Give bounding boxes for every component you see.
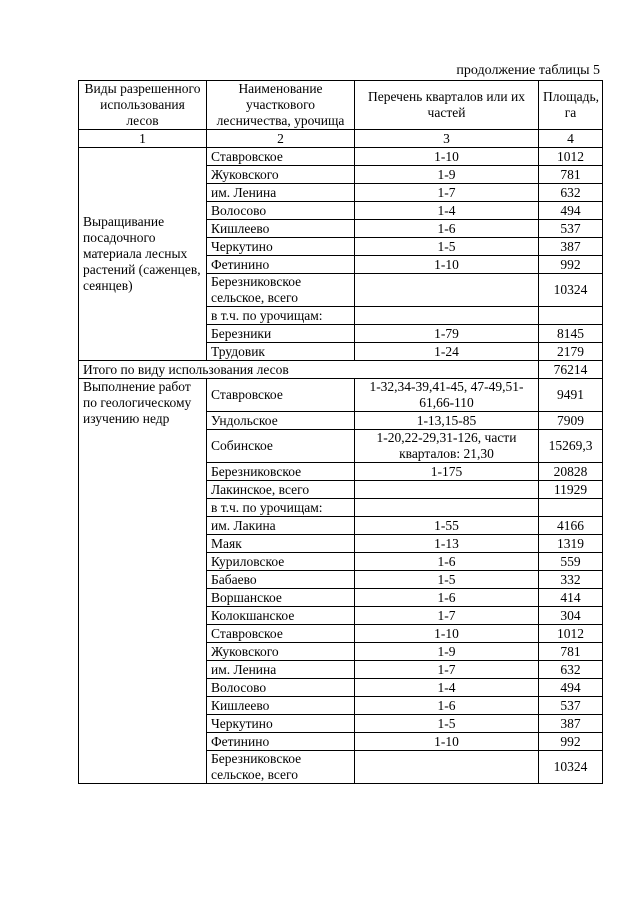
forestry-name: Жуковского [207, 643, 355, 661]
forestry-name: Кишлеево [207, 220, 355, 238]
forestry-name: Волосово [207, 202, 355, 220]
blocks: 1-4 [355, 202, 539, 220]
header-use-type: Виды разрешенного использования лесов [79, 81, 207, 130]
area: 1012 [539, 148, 603, 166]
area: 20828 [539, 463, 603, 481]
area: 332 [539, 571, 603, 589]
column-number: 4 [539, 130, 603, 148]
area: 781 [539, 643, 603, 661]
blocks: 1-10 [355, 148, 539, 166]
forestry-name: Березниковское сельское, всего [207, 751, 355, 784]
header-area: Площадь, га [539, 81, 603, 130]
blocks: 1-9 [355, 643, 539, 661]
section2-category: Выполнение работ по геологическому изучению недр [79, 379, 207, 784]
forestry-name: Ставровское [207, 379, 355, 412]
total-row [79, 361, 603, 379]
blocks: 1-24 [355, 343, 539, 361]
area: 1012 [539, 625, 603, 643]
blocks: 1-10 [355, 625, 539, 643]
area: 11929 [539, 481, 603, 499]
column-number: 1 [79, 130, 207, 148]
area: 632 [539, 661, 603, 679]
total-label: Итого по виду использования лесов [79, 361, 539, 379]
forestry-name: Черкутино [207, 238, 355, 256]
forestry-name: Фетинино [207, 256, 355, 274]
forestry-name: им. Ленина [207, 661, 355, 679]
forestry-name: Ставровское [207, 148, 355, 166]
table-caption: продолжение таблицы 5 [456, 63, 600, 78]
area [539, 307, 603, 325]
area: 10324 [539, 751, 603, 784]
area: 632 [539, 184, 603, 202]
area: 992 [539, 733, 603, 751]
blocks: 1-7 [355, 184, 539, 202]
area: 387 [539, 238, 603, 256]
forestry-name: Собинское [207, 430, 355, 463]
area [539, 499, 603, 517]
blocks [355, 274, 539, 307]
forest-use-table [78, 80, 603, 784]
blocks: 1-10 [355, 733, 539, 751]
blocks [355, 481, 539, 499]
blocks: 1-7 [355, 661, 539, 679]
area: 2179 [539, 343, 603, 361]
area: 559 [539, 553, 603, 571]
forestry-name: Колокшанское [207, 607, 355, 625]
blocks: 1-79 [355, 325, 539, 343]
forestry-name: Березниковское [207, 463, 355, 481]
forestry-name: Трудовик [207, 343, 355, 361]
area: 494 [539, 202, 603, 220]
blocks: 1-5 [355, 238, 539, 256]
area: 7909 [539, 412, 603, 430]
forestry-name: в т.ч. по урочищам: [207, 307, 355, 325]
area: 537 [539, 697, 603, 715]
blocks [355, 751, 539, 784]
header-forestry-name: Наименование участкового лесничества, урочища [207, 81, 355, 130]
area: 537 [539, 220, 603, 238]
column-number: 2 [207, 130, 355, 148]
forestry-name: Куриловское [207, 553, 355, 571]
forestry-name: им. Лакина [207, 517, 355, 535]
forestry-name: Фетинино [207, 733, 355, 751]
blocks: 1-13 [355, 535, 539, 553]
blocks [355, 307, 539, 325]
area: 781 [539, 166, 603, 184]
area: 15269,3 [539, 430, 603, 463]
blocks: 1-6 [355, 220, 539, 238]
blocks: 1-20,22-29,31-126, части кварталов: 21,30 [355, 430, 539, 463]
area: 992 [539, 256, 603, 274]
header-row [79, 81, 603, 130]
section1-category: Выращивание посадочного материала лесных растений (саженцев, сеянцев) [79, 148, 207, 361]
area: 10324 [539, 274, 603, 307]
area: 387 [539, 715, 603, 733]
area: 304 [539, 607, 603, 625]
forestry-name: Кишлеево [207, 697, 355, 715]
forestry-name: им. Ленина [207, 184, 355, 202]
section2-body [79, 379, 603, 784]
forestry-name: Ундольское [207, 412, 355, 430]
column-number-row [79, 130, 603, 148]
blocks: 1-5 [355, 571, 539, 589]
blocks: 1-32,34-39,41-45, 47-49,51-61,66-110 [355, 379, 539, 412]
forestry-name: в т.ч. по урочищам: [207, 499, 355, 517]
forestry-name: Воршанское [207, 589, 355, 607]
blocks: 1-10 [355, 256, 539, 274]
total-area: 76214 [539, 361, 603, 379]
forestry-name: Волосово [207, 679, 355, 697]
blocks: 1-175 [355, 463, 539, 481]
blocks: 1-4 [355, 679, 539, 697]
header-blocks-list: Перечень кварталов или их частей [355, 81, 539, 130]
table-row [79, 148, 603, 166]
blocks: 1-9 [355, 166, 539, 184]
forestry-name: Ставровское [207, 625, 355, 643]
forestry-name: Березниковское сельское, всего [207, 274, 355, 307]
blocks: 1-6 [355, 553, 539, 571]
blocks: 1-7 [355, 607, 539, 625]
area: 8145 [539, 325, 603, 343]
area: 494 [539, 679, 603, 697]
blocks: 1-55 [355, 517, 539, 535]
blocks: 1-5 [355, 715, 539, 733]
column-number: 3 [355, 130, 539, 148]
forestry-name: Маяк [207, 535, 355, 553]
area: 9491 [539, 379, 603, 412]
area: 4166 [539, 517, 603, 535]
table-row [79, 379, 603, 412]
area: 1319 [539, 535, 603, 553]
forestry-name: Березники [207, 325, 355, 343]
blocks [355, 499, 539, 517]
forestry-name: Жуковского [207, 166, 355, 184]
blocks: 1-6 [355, 697, 539, 715]
blocks: 1-13,15-85 [355, 412, 539, 430]
forestry-name: Лакинское, всего [207, 481, 355, 499]
section1-body [79, 148, 603, 379]
blocks: 1-6 [355, 589, 539, 607]
forestry-name: Бабаево [207, 571, 355, 589]
forestry-name: Черкутино [207, 715, 355, 733]
area: 414 [539, 589, 603, 607]
